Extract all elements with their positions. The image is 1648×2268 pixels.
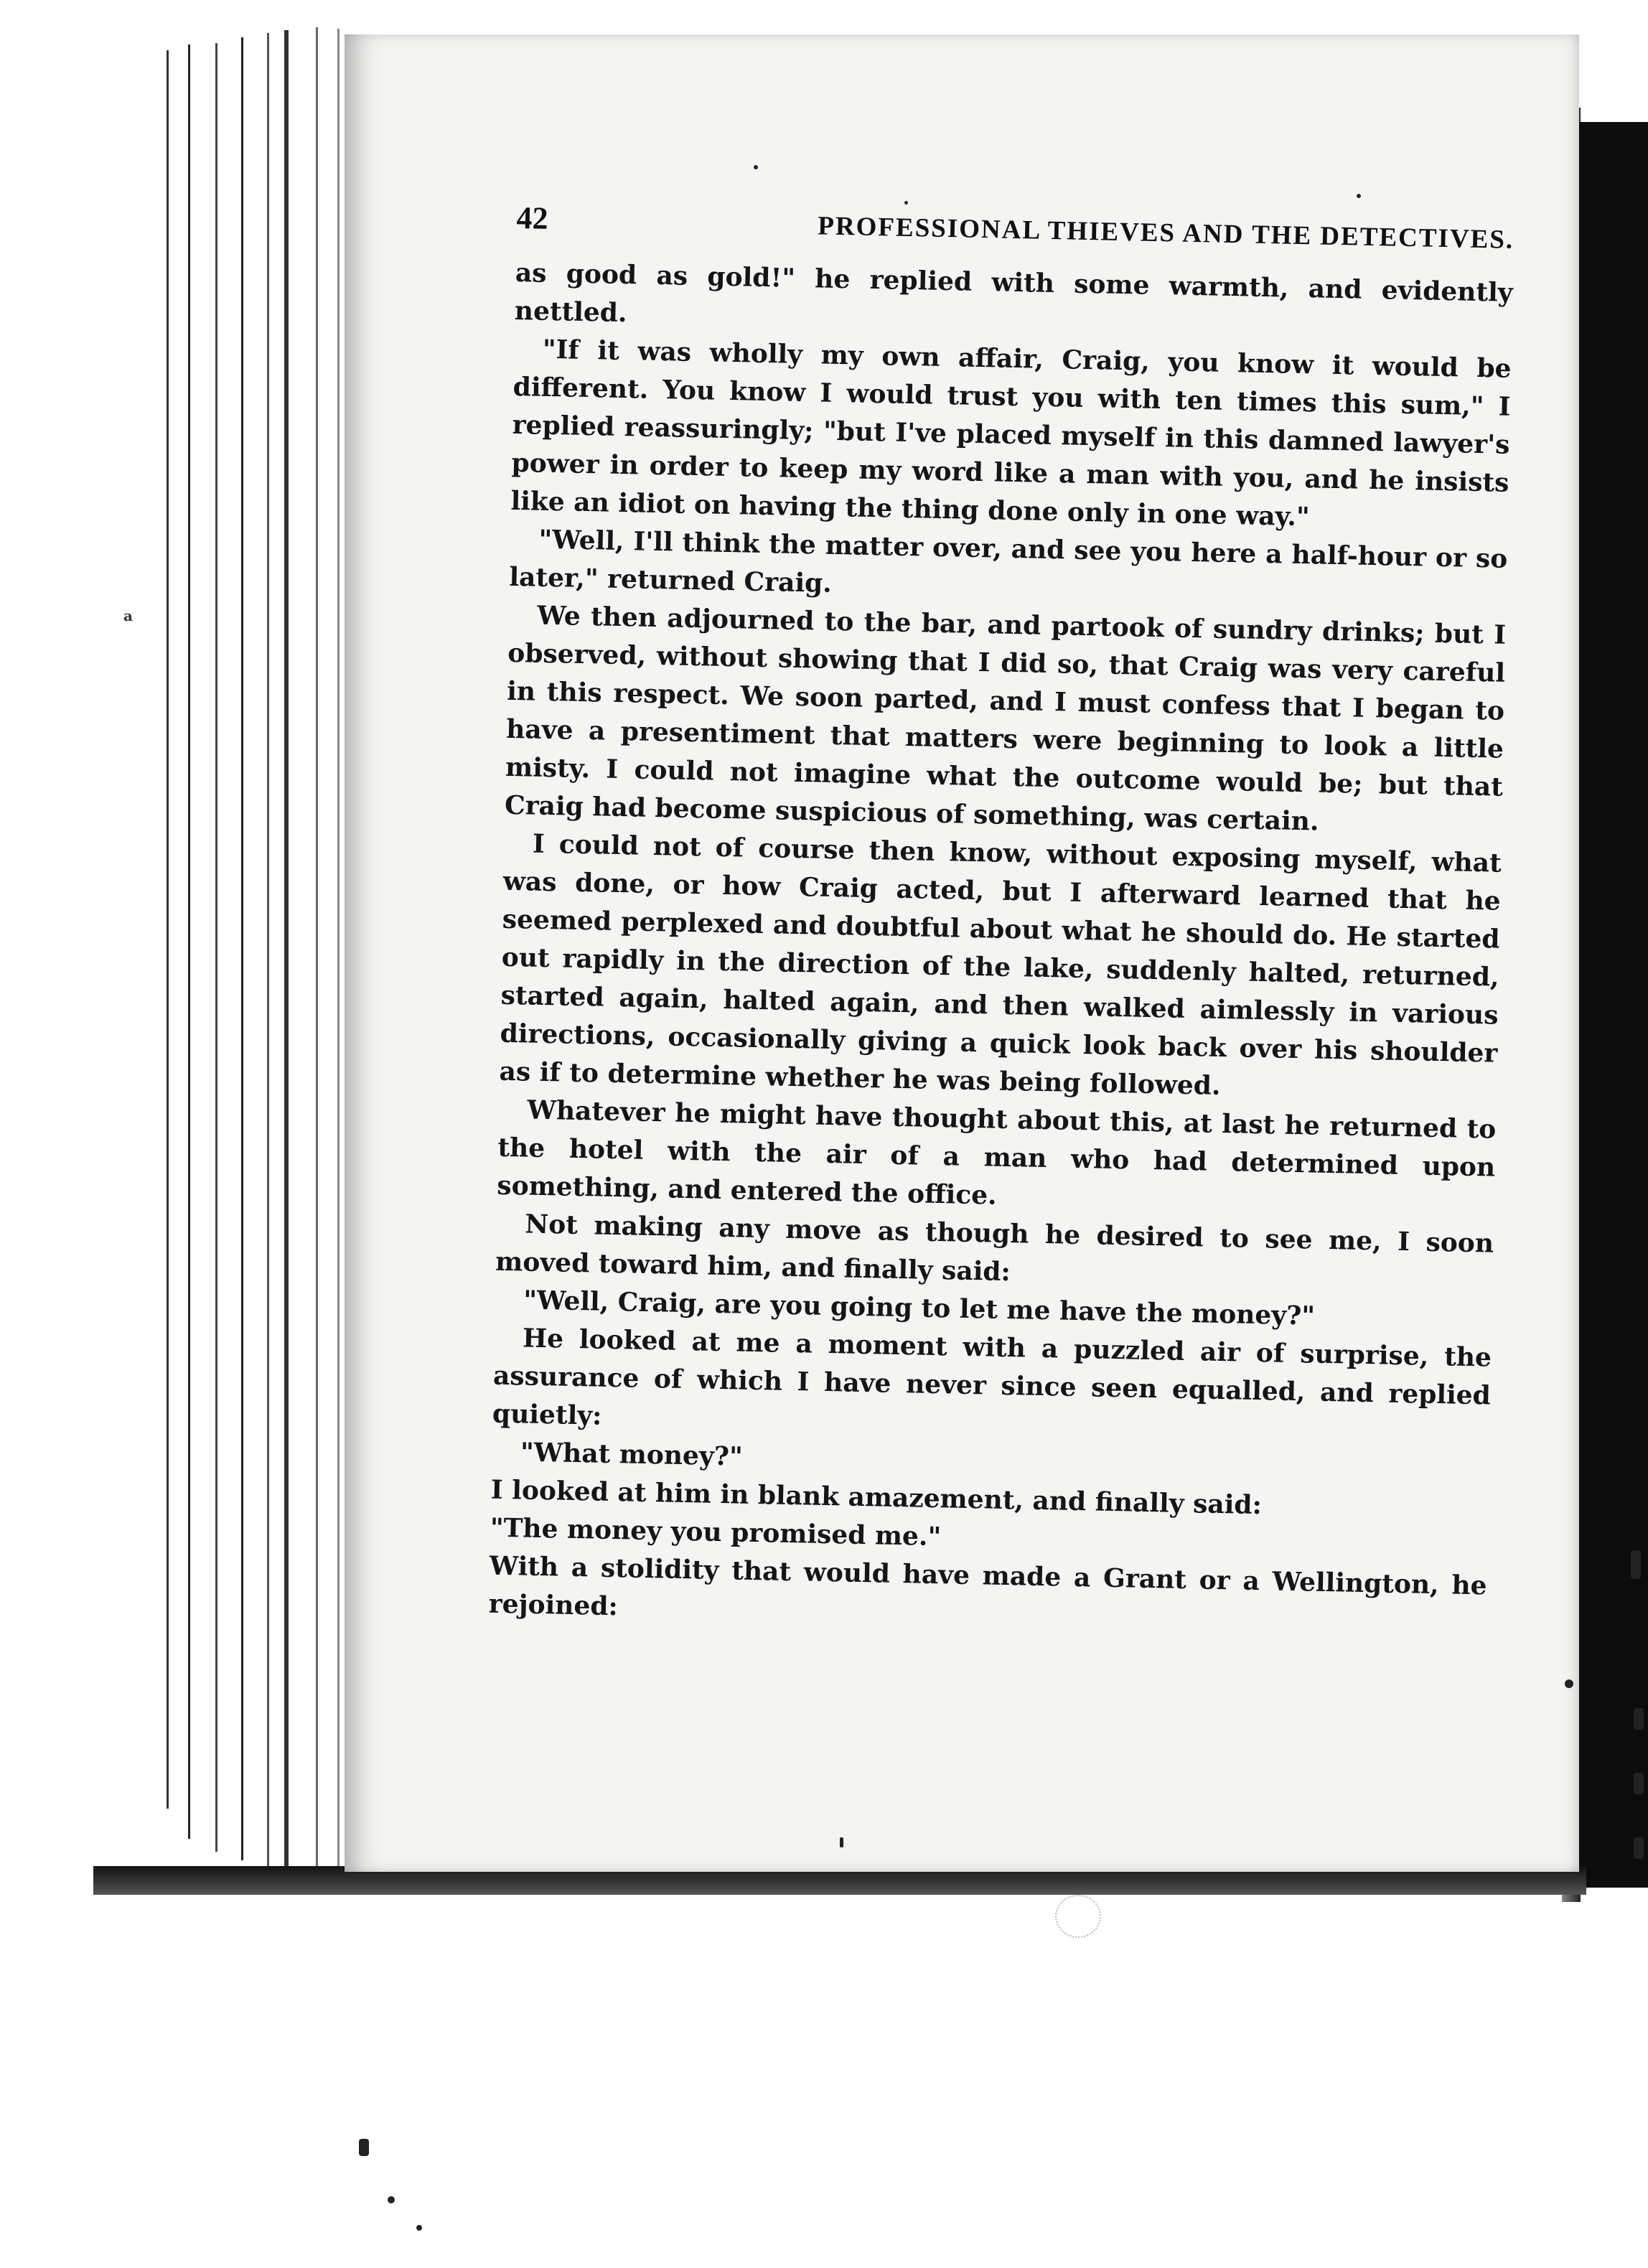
book-cover [1576, 122, 1648, 1888]
paragraph: Whatever he might have thought about this, at last he returned to the hotel with the air of a man who had determined upon something, and entered the office. [497, 1095, 1497, 1211]
page-edge [284, 30, 299, 1882]
page-edge [316, 27, 325, 1893]
library-stamp [1055, 1895, 1101, 1938]
scan-speck [1634, 1773, 1644, 1794]
paragraph: as good as gold!" he replied with some warmth, and evidently nettled. [514, 257, 1514, 329]
page-edge [215, 43, 225, 1852]
margin-mark: a [123, 607, 133, 624]
page-edge [241, 37, 251, 1860]
scan-speck [416, 2225, 422, 2231]
scan-speck [840, 1837, 843, 1847]
page-number: 42 [515, 200, 548, 236]
scan-speck [754, 165, 758, 169]
paragraph: I could not of course then know, without exposing myself, what was done, or how Craig acted, but I afterward learned that he seemed perplexed and doubtful about what he should do. He started out rapidly in the direction of the lake, suddenly halted, returned, started again, halted again, and then walked aimlessly in various directions, occasionally giving a quick look back over his shoulder as if to determine whether he was being followed. [499, 828, 1502, 1101]
paragraph: "What money?" [520, 1437, 744, 1472]
paragraph: With a stolidity that would have made a Grant or a Wellington, he rejoined: [488, 1550, 1487, 1622]
paragraph: Not making any move as though he desired to see me, I soon moved toward him, and finally said: [495, 1209, 1494, 1288]
scan-speck [1631, 1550, 1641, 1579]
paragraph: "Well, Craig, are you going to let me have the money?" [523, 1285, 1316, 1331]
paragraph: "Well, I'll think the matter over, and see you here a half-hour or so later," returned Craig. [509, 524, 1508, 599]
scan-speck [904, 201, 908, 205]
paragraph: "The money you promised me." [490, 1512, 942, 1552]
page-content [488, 200, 1514, 1643]
body-text [488, 254, 1513, 1644]
page-edge [188, 44, 197, 1839]
book-page [345, 34, 1579, 1872]
scan-speck [1565, 1679, 1573, 1688]
paragraph: He looked at me a moment with a puzzled air of surprise, the assurance of which I have never since seen equalled, and replied quietly: [492, 1323, 1492, 1431]
paragraph: We then adjourned to the bar, and partook of sundry drinks; but I observed, without showing that I did so, that Craig was very careful in this respect. We soon parted, and I must confess that I began to have a presentiment that matters were beginning to look a little misty. I could not imagine what the outcome would be; but that Craig had become suspicious of something, was certain. [504, 600, 1507, 837]
scan-speck [1357, 194, 1361, 198]
scan-speck [359, 2139, 369, 2156]
scan-speck [1634, 1837, 1644, 1859]
page-edge [267, 33, 276, 1870]
page-edge [167, 50, 176, 1809]
scan-speck [388, 2196, 395, 2203]
paragraph: "If it was wholly my own affair, Craig, you know it would be different. You know I would trust you with ten times this sum," I replied reassuringly; "but I've placed myself in this damned lawyer's power in order to keep my word like a man with you, and he insists like an idiot on having the thing done only in one way." [510, 334, 1512, 533]
paragraph: I looked at him in blank amazement, and finally said: [490, 1474, 1263, 1521]
scan-speck [1634, 1708, 1644, 1730]
running-title: PROFESSIONAL THIEVES AND THE DETECTIVES. [817, 211, 1514, 255]
